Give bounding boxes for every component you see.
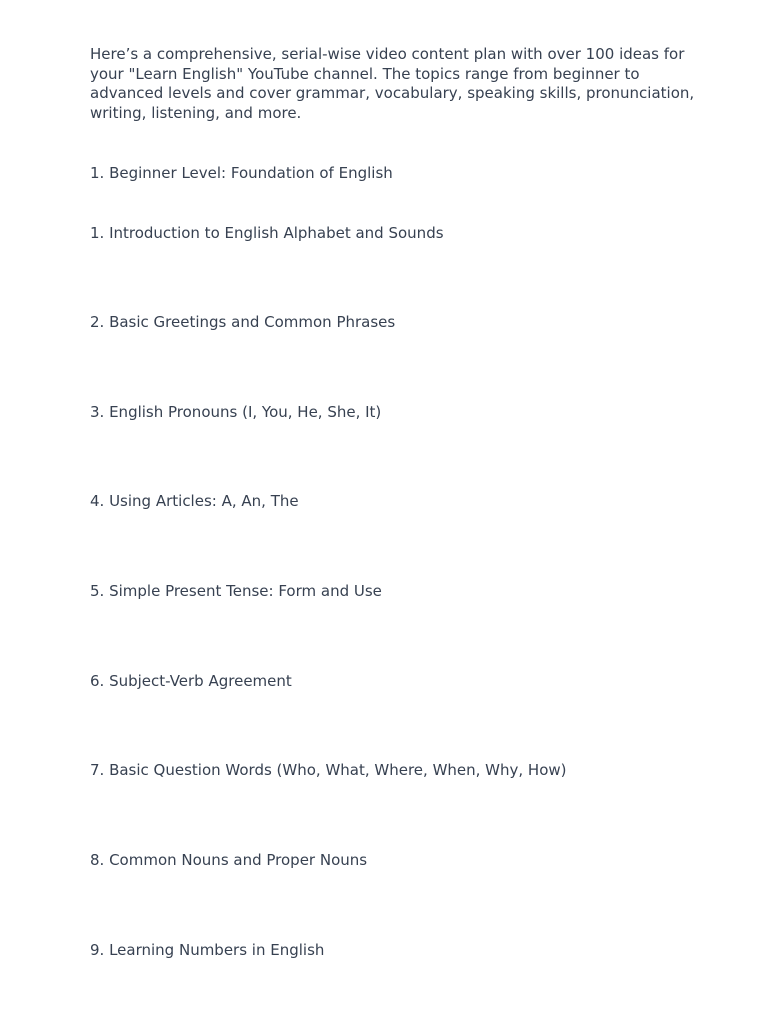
section-heading-beginner: 1. Beginner Level: Foundation of English [90,164,393,182]
list-item: 2. Basic Greetings and Common Phrases [90,313,396,331]
intro-paragraph: Here’s a comprehensive, serial-wise video content plan with over 100 ideas for your "Learn English" YouTube channel. The topics range from beginner to advanced levels and cover grammar, vocabulary, speaking skills, pronunciation, writing, listening, and more. [90,45,695,122]
list-item: 3. English Pronouns (I, You, He, She, It) [90,403,382,421]
list-item: 8. Common Nouns and Proper Nouns [90,851,368,869]
list-item: 9. Learning Numbers in English [90,941,325,959]
document-body [90,45,710,959]
list-item: 6. Subject-Verb Agreement [90,672,292,690]
list-item: 5. Simple Present Tense: Form and Use [90,582,382,600]
list-item: 4. Using Articles: A, An, The [90,492,299,510]
list-item: 7. Basic Question Words (Who, What, Where, When, Why, How) [90,761,567,779]
list-item: 1. Introduction to English Alphabet and Sounds [90,224,444,242]
